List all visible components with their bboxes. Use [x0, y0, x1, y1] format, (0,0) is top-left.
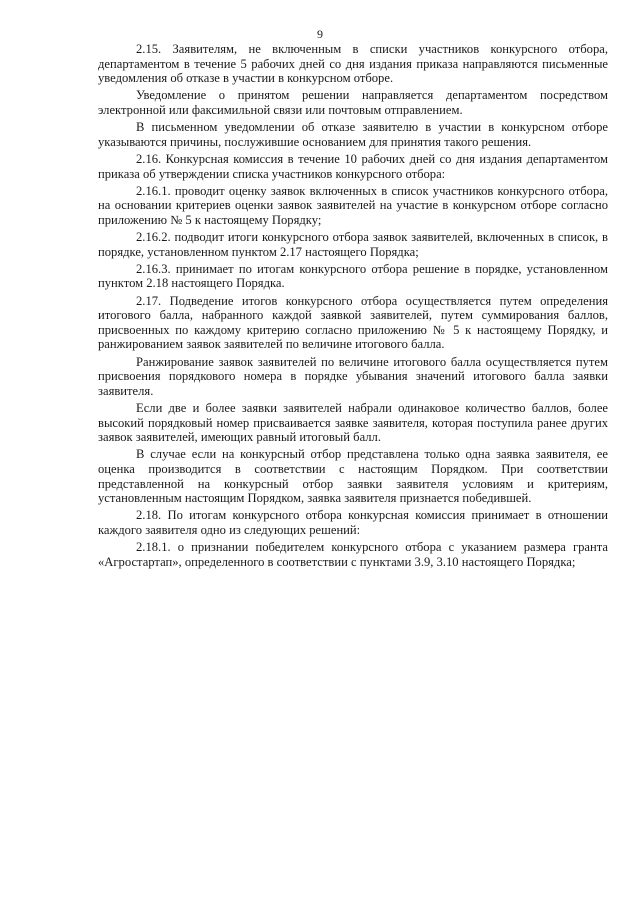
page-number: 9	[317, 27, 323, 41]
paragraph-equal-scores: Если две и более заявки заявителей набрали одинаковое количество баллов, более высокий порядковый номер присваивается заявке заявителя, которая поступила ранее других заявок заявителей, имеющих равный итоговый балл.	[98, 401, 608, 445]
paragraph-ranking: Ранжирование заявок заявителей по величине итогового балла осуществляется путем присвоения порядкового номера в порядке убывания значений итогового балла заявки заявителя.	[98, 354, 608, 398]
paragraph-2-16-1: 2.16.1. проводит оценку заявок включенных в список участников конкурсного отбора, на основании критериев оценки заявок заявителей на участие в конкурсном отборе согласно приложению № 5 к настоящему Порядку;	[98, 183, 608, 227]
paragraph-2-16-3: 2.16.3. принимает по итогам конкурсного отбора решение в порядке, установленном пунктом 2.18 настоящего Порядка.	[98, 261, 608, 291]
paragraph-2-17: 2.17. Подведение итогов конкурсного отбора осуществляется путем определения итогового балла, набранного каждой заявкой заявителей, путем суммирования баллов, присвоенных по каждому критерию согласно приложению № 5 к настоящему Порядку, и ранжированием заявок заявителей по величине итогового балла.	[98, 293, 608, 352]
paragraph-single-application: В случае если на конкурсный отбор представлена только одна заявка заявителя, ее оценка производится в соответствии с настоящим Порядком. При соответствии представленной на конкурсный отбор заявки заявителя условиям и критериям, установленным настоящим Порядком, заявка заявителя признается победившей.	[98, 447, 608, 506]
document-body	[98, 42, 608, 572]
paragraph-2-18: 2.18. По итогам конкурсного отбора конкурсная комиссия принимает в отношении каждого заявителя одно из следующих решений:	[98, 508, 608, 537]
paragraph-2-18-1: 2.18.1. о признании победителем конкурсного отбора с указанием размера гранта «Агростартап», определенного в соответствии с пунктами 3.9, 3.10 настоящего Порядка;	[98, 540, 608, 569]
paragraph-2-16-2: 2.16.2. подводит итоги конкурсного отбора заявок заявителей, включенных в список, в порядке, установленном пунктом 2.17 настоящего Порядка;	[98, 230, 608, 259]
paragraph-refusal-reasons: В письменном уведомлении об отказе заявителю в участии в конкурсном отборе указываются причины, послужившие основанием для принятия такого решения.	[98, 120, 608, 149]
paragraph-notification-method: Уведомление о принятом решении направляется департаментом посредством электронной или факсимильной связи или почтовым отправлением.	[98, 88, 608, 117]
paragraph-2-16: 2.16. Конкурсная комиссия в течение 10 рабочих дней со дня издания департаментом приказа об утверждении списка участников конкурсного отбора:	[98, 151, 608, 181]
paragraph-2-15: 2.15. Заявителям, не включенным в списки участников конкурсного отбора, департаментом в течение 5 рабочих дней со дня издания приказа направляются письменные уведомления об отказе в участии в конкурсном отборе.	[98, 42, 608, 86]
